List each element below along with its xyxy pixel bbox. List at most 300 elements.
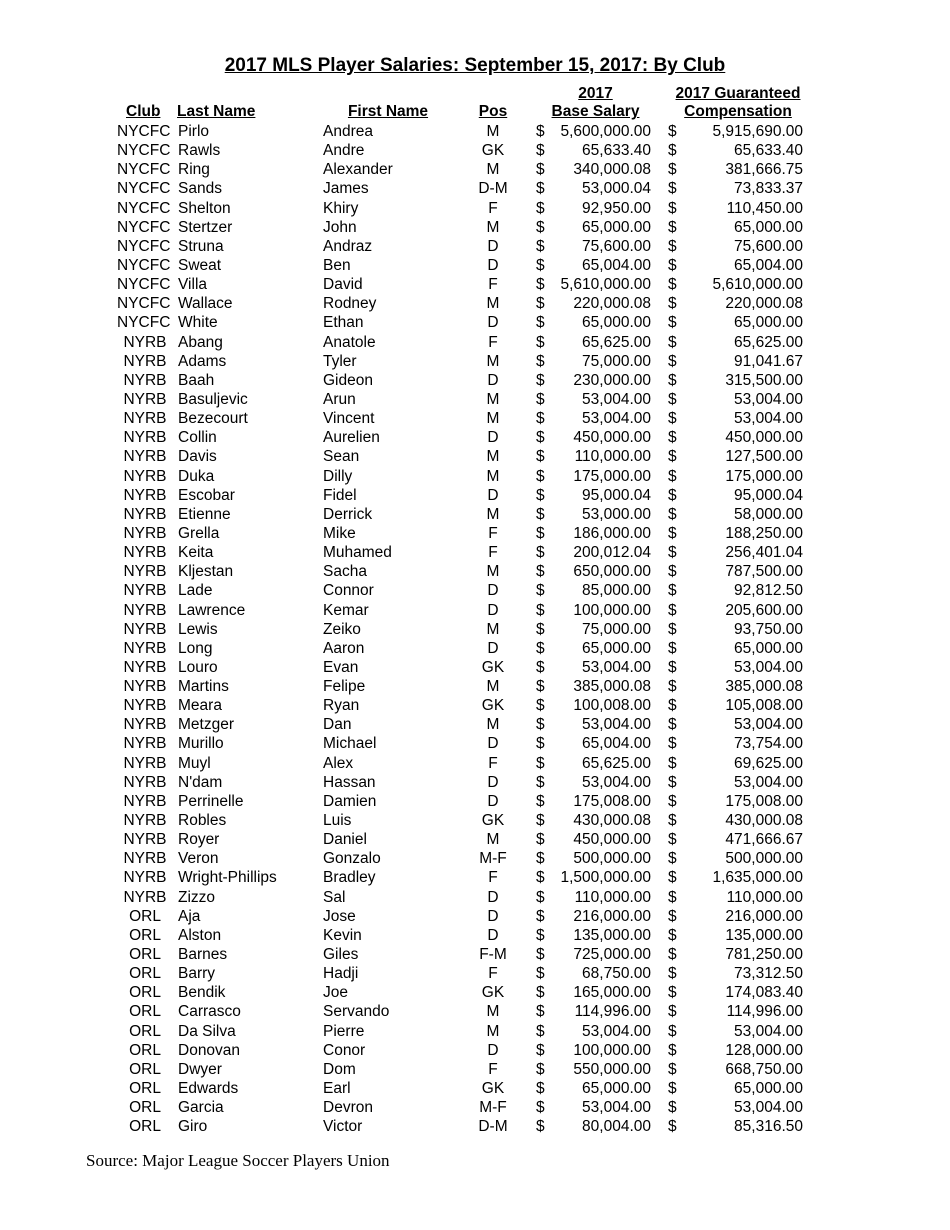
table-row — [0, 141, 950, 160]
compensation-cell: 65,000.00 — [734, 314, 803, 332]
club-cell: ORL — [129, 946, 161, 964]
last-name-cell: Sands — [178, 180, 222, 198]
base-salary-cell: 175,008.00 — [573, 792, 651, 810]
first-name-cell: David — [323, 276, 363, 294]
last-name-cell: Da Silva — [178, 1022, 236, 1040]
first-name-cell: Felipe — [323, 678, 366, 696]
position-cell: D — [487, 371, 499, 389]
compensation-cell: 65,625.00 — [734, 333, 803, 351]
base-salary-cell: 65,000.00 — [582, 218, 651, 236]
currency-symbol: $ — [536, 639, 545, 657]
currency-symbol: $ — [536, 850, 545, 868]
compensation-cell: 75,600.00 — [734, 237, 803, 255]
last-name-cell: Barnes — [178, 946, 228, 964]
currency-symbol: $ — [668, 735, 677, 753]
table-row — [0, 639, 950, 658]
first-name-cell: Giles — [323, 946, 359, 964]
club-cell: ORL — [129, 926, 161, 944]
club-cell: ORL — [129, 907, 161, 925]
position-cell: D — [487, 1041, 499, 1059]
base-salary-cell: 75,000.00 — [582, 352, 651, 370]
first-name-cell: Andraz — [323, 237, 373, 255]
first-name-cell: Sal — [323, 888, 346, 906]
club-cell: NYRB — [123, 773, 167, 791]
club-cell: NYRB — [123, 716, 167, 734]
currency-symbol: $ — [668, 371, 677, 389]
first-name-cell: Rodney — [323, 295, 377, 313]
position-cell: M — [486, 448, 500, 466]
position-cell: F — [488, 544, 498, 562]
currency-symbol: $ — [536, 1022, 545, 1040]
base-salary-cell: 75,000.00 — [582, 620, 651, 638]
last-name-cell: Sweat — [178, 256, 222, 274]
last-name-cell: Aja — [178, 907, 201, 925]
base-salary-cell: 450,000.00 — [573, 831, 651, 849]
first-name-cell: Dom — [323, 1060, 356, 1078]
club-cell: ORL — [129, 1080, 161, 1097]
compensation-cell: 128,000.00 — [725, 1041, 803, 1059]
table-row — [0, 1022, 950, 1041]
club-cell: NYRB — [123, 448, 167, 466]
currency-symbol: $ — [668, 946, 677, 964]
position-cell: F — [488, 276, 498, 294]
currency-symbol: $ — [536, 390, 545, 408]
compensation-cell: 53,004.00 — [734, 410, 803, 428]
currency-symbol: $ — [536, 199, 545, 217]
currency-symbol: $ — [536, 256, 545, 274]
first-name-cell: Dilly — [323, 467, 353, 485]
base-salary-cell: 65,633.40 — [582, 142, 651, 160]
position-cell: M — [486, 1022, 500, 1040]
header-pos: Pos — [478, 103, 508, 120]
position-cell: F — [488, 965, 498, 983]
position-cell: D — [487, 429, 499, 447]
currency-symbol: $ — [668, 544, 677, 562]
currency-symbol: $ — [536, 524, 545, 542]
last-name-cell: Kljestan — [178, 563, 234, 581]
currency-symbol: $ — [668, 333, 677, 351]
currency-symbol: $ — [536, 926, 545, 944]
currency-symbol: $ — [668, 697, 677, 715]
last-name-cell: Donovan — [178, 1041, 241, 1059]
last-name-cell: Lewis — [178, 620, 218, 638]
currency-symbol: $ — [536, 448, 545, 466]
first-name-cell: Fidel — [323, 486, 357, 504]
table-row — [0, 160, 950, 179]
table-row — [0, 313, 950, 332]
first-name-cell: Damien — [323, 792, 377, 810]
last-name-cell: Carrasco — [178, 1003, 241, 1021]
position-cell: D — [487, 888, 499, 906]
base-salary-cell: 216,000.00 — [573, 907, 651, 925]
table-row — [0, 409, 950, 428]
header-first-name: First Name — [347, 103, 429, 120]
last-name-cell: Collin — [178, 429, 217, 447]
first-name-cell: Andrea — [323, 123, 373, 140]
base-salary-cell: 186,000.00 — [573, 524, 651, 542]
first-name-cell: Sacha — [323, 563, 367, 581]
compensation-cell: 450,000.00 — [725, 429, 803, 447]
last-name-cell: Meara — [178, 697, 222, 715]
currency-symbol: $ — [668, 716, 677, 734]
base-salary-cell: 650,000.00 — [573, 563, 651, 581]
base-salary-cell: 100,008.00 — [573, 697, 651, 715]
club-cell: ORL — [129, 1003, 161, 1021]
position-cell: D — [487, 926, 499, 944]
base-salary-cell: 200,012.04 — [573, 544, 651, 562]
base-salary-cell: 450,000.00 — [573, 429, 651, 447]
club-cell: NYRB — [123, 678, 167, 696]
currency-symbol: $ — [536, 218, 545, 236]
base-salary-cell: 65,000.00 — [582, 314, 651, 332]
currency-symbol: $ — [536, 180, 545, 198]
currency-symbol: $ — [536, 142, 545, 160]
base-salary-cell: 53,004.00 — [582, 410, 651, 428]
compensation-cell: 174,083.40 — [725, 984, 803, 1002]
base-salary-cell: 500,000.00 — [573, 850, 651, 868]
position-cell: D-M — [478, 180, 508, 198]
first-name-cell: Ben — [323, 256, 351, 274]
currency-symbol: $ — [536, 237, 545, 255]
table-row — [0, 1041, 950, 1060]
position-cell: M — [486, 467, 500, 485]
table-row — [0, 524, 950, 543]
table-row — [0, 237, 950, 256]
last-name-cell: Murillo — [178, 735, 224, 753]
currency-symbol: $ — [668, 467, 677, 485]
currency-symbol: $ — [536, 582, 545, 600]
currency-symbol: $ — [668, 582, 677, 600]
currency-symbol: $ — [536, 410, 545, 428]
first-name-cell: Dan — [323, 716, 352, 734]
header-compensation: Compensation — [684, 103, 792, 120]
compensation-cell: 127,500.00 — [725, 448, 803, 466]
base-salary-cell: 95,000.04 — [582, 486, 651, 504]
last-name-cell: Baah — [178, 371, 215, 389]
currency-symbol: $ — [668, 850, 677, 868]
first-name-cell: Anatole — [323, 333, 376, 351]
table-row — [0, 907, 950, 926]
currency-symbol: $ — [536, 965, 545, 983]
club-cell: NYRB — [123, 582, 167, 600]
currency-symbol: $ — [536, 697, 545, 715]
base-salary-cell: 65,000.00 — [582, 639, 651, 657]
source-note: Source: Major League Soccer Players Union — [86, 1151, 390, 1170]
last-name-cell: Wright-Phillips — [178, 869, 277, 887]
currency-symbol: $ — [536, 161, 545, 179]
currency-symbol: $ — [668, 639, 677, 657]
club-cell: ORL — [129, 1060, 161, 1078]
last-name-cell: Robles — [178, 812, 227, 830]
last-name-cell: Muyl — [178, 754, 211, 772]
compensation-cell: 110,000.00 — [726, 888, 803, 906]
table-row — [0, 773, 950, 792]
base-salary-cell: 110,000.00 — [574, 888, 651, 906]
base-salary-cell: 53,004.00 — [582, 658, 651, 676]
compensation-cell: 256,401.04 — [725, 544, 803, 562]
table-row — [0, 926, 950, 945]
table-row — [0, 983, 950, 1002]
club-cell: NYCFC — [117, 256, 171, 274]
first-name-cell: Hadji — [323, 965, 359, 983]
compensation-cell: 175,000.00 — [725, 467, 803, 485]
club-cell: NYRB — [123, 544, 167, 562]
currency-symbol: $ — [536, 735, 545, 753]
first-name-cell: Mike — [323, 524, 356, 542]
currency-symbol: $ — [668, 429, 677, 447]
table-row — [0, 333, 950, 352]
last-name-cell: Lade — [178, 582, 213, 600]
table-row — [0, 734, 950, 753]
club-cell: ORL — [129, 1099, 161, 1117]
first-name-cell: Evan — [323, 658, 359, 676]
compensation-cell: 5,915,690.00 — [712, 123, 803, 140]
club-cell: NYRB — [123, 697, 167, 715]
table-row — [0, 792, 950, 811]
compensation-cell: 175,008.00 — [725, 792, 803, 810]
base-salary-cell: 230,000.00 — [573, 371, 651, 389]
base-salary-cell: 114,996.00 — [574, 1003, 651, 1021]
table-row — [0, 601, 950, 620]
position-cell: D — [487, 773, 499, 791]
currency-symbol: $ — [668, 1041, 677, 1059]
position-cell: GK — [481, 812, 505, 830]
first-name-cell: Alex — [323, 754, 354, 772]
club-cell: NYCFC — [117, 180, 171, 198]
currency-symbol: $ — [536, 773, 545, 791]
first-name-cell: Bradley — [323, 869, 376, 887]
table-row — [0, 677, 950, 696]
currency-symbol: $ — [668, 123, 677, 140]
first-name-cell: James — [323, 180, 369, 198]
compensation-cell: 787,500.00 — [725, 563, 803, 581]
compensation-cell: 92,812.50 — [734, 582, 803, 600]
position-cell: M — [486, 1003, 500, 1021]
base-salary-cell: 53,004.00 — [582, 1022, 651, 1040]
currency-symbol: $ — [668, 352, 677, 370]
compensation-cell: 135,000.00 — [725, 926, 803, 944]
table-row — [0, 428, 950, 447]
currency-symbol: $ — [536, 429, 545, 447]
currency-symbol: $ — [668, 812, 677, 830]
first-name-cell: Muhamed — [323, 544, 392, 562]
position-cell: D — [487, 314, 499, 332]
table-row — [0, 294, 950, 313]
last-name-cell: Giro — [178, 1118, 208, 1136]
last-name-cell: Abang — [178, 333, 223, 351]
last-name-cell: Martins — [178, 678, 229, 696]
club-cell: ORL — [129, 984, 161, 1002]
position-cell: GK — [481, 142, 505, 160]
table-row — [0, 390, 950, 409]
compensation-cell: 91,041.67 — [734, 352, 803, 370]
base-salary-cell: 135,000.00 — [573, 926, 651, 944]
currency-symbol: $ — [668, 869, 677, 887]
position-cell: M-F — [479, 1099, 507, 1117]
currency-symbol: $ — [668, 1060, 677, 1078]
currency-symbol: $ — [536, 869, 545, 887]
club-cell: ORL — [129, 1041, 161, 1059]
base-salary-cell: 340,000.08 — [573, 161, 651, 179]
currency-symbol: $ — [668, 1003, 677, 1021]
table-row — [0, 543, 950, 562]
currency-symbol: $ — [668, 965, 677, 983]
first-name-cell: Joe — [323, 984, 348, 1002]
table-row — [0, 1098, 950, 1117]
first-name-cell: Ethan — [323, 314, 364, 332]
base-salary-cell: 175,000.00 — [573, 467, 651, 485]
currency-symbol: $ — [668, 831, 677, 849]
first-name-cell: Arun — [323, 390, 356, 408]
table-row — [0, 1117, 950, 1136]
compensation-cell: 53,004.00 — [734, 716, 803, 734]
compensation-cell: 381,666.75 — [725, 161, 803, 179]
currency-symbol: $ — [536, 1060, 545, 1078]
table-row — [0, 964, 950, 983]
club-cell: NYRB — [123, 390, 167, 408]
last-name-cell: Stertzer — [178, 218, 233, 236]
currency-symbol: $ — [668, 486, 677, 504]
table-row — [0, 696, 950, 715]
position-cell: F — [488, 754, 498, 772]
base-salary-cell: 53,004.00 — [582, 716, 651, 734]
last-name-cell: Keita — [178, 544, 214, 562]
table-row — [0, 467, 950, 486]
base-salary-cell: 53,004.00 — [582, 1099, 651, 1117]
club-cell: NYRB — [123, 658, 167, 676]
currency-symbol: $ — [536, 754, 545, 772]
first-name-cell: Tyler — [323, 352, 357, 370]
header-club: Club — [126, 103, 161, 120]
table-row — [0, 945, 950, 964]
last-name-cell: Etienne — [178, 505, 231, 523]
currency-symbol: $ — [536, 601, 545, 619]
currency-symbol: $ — [668, 180, 677, 198]
currency-symbol: $ — [536, 314, 545, 332]
position-cell: M — [486, 390, 500, 408]
club-cell: NYRB — [123, 639, 167, 657]
first-name-cell: Kemar — [323, 601, 369, 619]
currency-symbol: $ — [536, 678, 545, 696]
compensation-cell: 65,000.00 — [734, 218, 803, 236]
last-name-cell: Garcia — [178, 1099, 224, 1117]
position-cell: F — [488, 199, 498, 217]
position-cell: M — [486, 410, 500, 428]
page-title: 2017 MLS Player Salaries: September 15, 2017: By Club — [224, 55, 726, 76]
last-name-cell: Ring — [178, 161, 210, 179]
table-row — [0, 371, 950, 390]
compensation-cell: 65,000.00 — [734, 639, 803, 657]
position-cell: M — [486, 620, 500, 638]
last-name-cell: Lawrence — [178, 601, 246, 619]
position-cell: M — [486, 716, 500, 734]
position-cell: D — [487, 735, 499, 753]
base-salary-cell: 65,625.00 — [582, 754, 651, 772]
compensation-cell: 53,004.00 — [734, 1099, 803, 1117]
first-name-cell: Zeiko — [323, 620, 361, 638]
first-name-cell: Sean — [323, 448, 360, 466]
first-name-cell: Ryan — [323, 697, 360, 715]
table-row — [0, 830, 950, 849]
club-cell: NYRB — [123, 735, 167, 753]
table-row — [0, 218, 950, 237]
last-name-cell: Perrinelle — [178, 792, 244, 810]
position-cell: F — [488, 1060, 498, 1078]
first-name-cell: Aurelien — [323, 429, 380, 447]
currency-symbol: $ — [668, 773, 677, 791]
club-cell: NYRB — [123, 352, 167, 370]
base-salary-cell: 430,000.08 — [573, 812, 651, 830]
first-name-cell: Aaron — [323, 639, 365, 657]
position-cell: GK — [481, 1080, 505, 1097]
compensation-cell: 110,450.00 — [726, 199, 803, 217]
club-cell: NYCFC — [117, 295, 171, 313]
base-salary-cell: 550,000.00 — [573, 1060, 651, 1078]
first-name-cell: Victor — [323, 1118, 363, 1136]
base-salary-cell: 53,004.00 — [582, 390, 651, 408]
position-cell: M-F — [479, 850, 507, 868]
currency-symbol: $ — [668, 505, 677, 523]
position-cell: F — [488, 333, 498, 351]
currency-symbol: $ — [668, 1099, 677, 1117]
currency-symbol: $ — [536, 563, 545, 581]
club-cell: NYCFC — [117, 123, 171, 140]
table-row — [0, 275, 950, 294]
compensation-cell: 93,750.00 — [734, 620, 803, 638]
first-name-cell: John — [323, 218, 357, 236]
position-cell: D — [487, 601, 499, 619]
first-name-cell: Derrick — [323, 505, 373, 523]
club-cell: NYRB — [123, 831, 167, 849]
currency-symbol: $ — [536, 276, 545, 294]
last-name-cell: Rawls — [178, 142, 221, 160]
currency-symbol: $ — [668, 161, 677, 179]
position-cell: F-M — [479, 946, 507, 964]
club-cell: NYRB — [123, 601, 167, 619]
compensation-cell: 220,000.08 — [725, 295, 803, 313]
currency-symbol: $ — [668, 237, 677, 255]
compensation-cell: 95,000.04 — [734, 486, 803, 504]
currency-symbol: $ — [668, 658, 677, 676]
currency-symbol: $ — [536, 716, 545, 734]
table-row — [0, 1079, 950, 1098]
table-row — [0, 256, 950, 275]
currency-symbol: $ — [668, 1118, 677, 1136]
base-salary-cell: 75,600.00 — [582, 237, 651, 255]
base-salary-cell: 165,000.00 — [573, 984, 651, 1002]
first-name-cell: Vincent — [323, 410, 375, 428]
compensation-cell: 781,250.00 — [725, 946, 803, 964]
base-salary-cell: 53,000.00 — [582, 505, 651, 523]
base-salary-cell: 5,610,000.00 — [560, 276, 651, 294]
first-name-cell: Kevin — [323, 926, 362, 944]
last-name-cell: Grella — [178, 524, 220, 542]
club-cell: NYRB — [123, 333, 167, 351]
currency-symbol: $ — [668, 678, 677, 696]
base-salary-cell: 65,625.00 — [582, 333, 651, 351]
currency-symbol: $ — [668, 410, 677, 428]
compensation-cell: 73,833.37 — [734, 180, 803, 198]
position-cell: F — [488, 524, 498, 542]
last-name-cell: Alston — [178, 926, 222, 944]
currency-symbol: $ — [668, 295, 677, 313]
position-cell: M — [486, 563, 500, 581]
club-cell: NYCFC — [117, 218, 171, 236]
currency-symbol: $ — [536, 984, 545, 1002]
position-cell: D — [487, 907, 499, 925]
currency-symbol: $ — [668, 1080, 677, 1097]
last-name-cell: Barry — [178, 965, 216, 983]
